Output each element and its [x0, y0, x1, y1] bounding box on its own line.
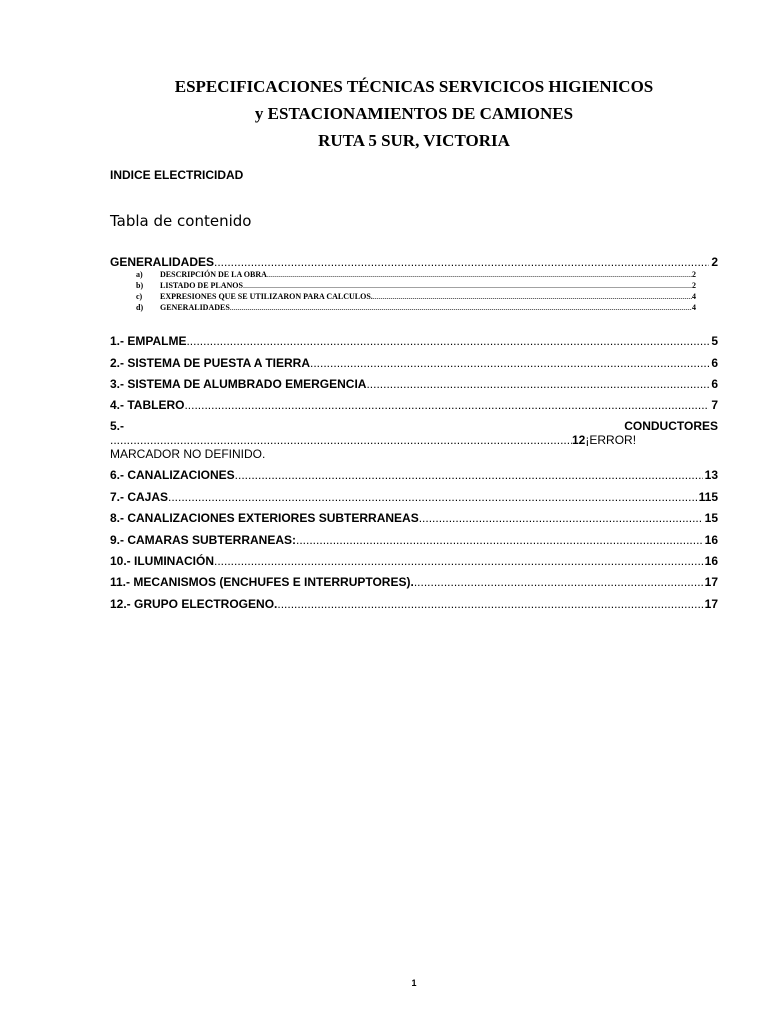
toc-subentry-label: EXPRESIONES QUE SE UTILIZARON PARA CALCULOS.	[160, 292, 373, 301]
toc-leader	[214, 554, 703, 568]
toc-entry-empalme[interactable]	[110, 334, 718, 348]
toc-leader	[277, 597, 702, 611]
toc-leader	[214, 255, 709, 269]
toc-entry-mecanismos[interactable]	[110, 575, 718, 589]
toc-entry-page: 6	[711, 356, 718, 370]
toc-entry-page: 17	[704, 597, 718, 611]
toc-entry-page: 115	[698, 490, 718, 504]
toc-leader	[184, 398, 709, 412]
toc-entry-label: 6.- CANALIZACIONES	[110, 468, 235, 482]
document-title-line-3: RUTA 5 SUR, VICTORIA	[318, 131, 510, 150]
toc-entry-tablero[interactable]	[110, 398, 718, 412]
toc-entry-label: 8.- CANALIZACIONES EXTERIORES SUBTERRANEAS	[110, 511, 419, 525]
toc-subentry[interactable]	[136, 270, 696, 280]
toc-leader	[168, 490, 697, 504]
toc-heading: Tabla de contenido	[110, 212, 252, 230]
toc-subentry-page: 2	[692, 270, 696, 279]
toc-entry-conductores-leader-row	[110, 433, 718, 447]
toc-entry-canalizaciones[interactable]	[110, 468, 718, 482]
toc-subentry-page: 4	[692, 303, 696, 312]
toc-leader	[186, 334, 709, 348]
toc-entry-label: 1.- EMPALME	[110, 334, 187, 348]
toc-entry-label: 3.- SISTEMA DE ALUMBRADO EMERGENCIA	[110, 377, 367, 391]
toc-entry-page: 15	[704, 511, 718, 525]
toc-subentry[interactable]	[136, 303, 696, 313]
index-heading: INDICE ELECTRICIDAD	[110, 168, 244, 182]
toc-entry-page: 2	[711, 255, 718, 269]
bookmark-error-text: ¡ERROR!	[585, 433, 637, 447]
toc-leader	[366, 377, 709, 391]
page-number: 1	[411, 978, 417, 988]
toc-entry-label: CONDUCTORES	[624, 419, 718, 433]
bookmark-error-text-continued: MARCADOR NO DEFINIDO.	[110, 447, 266, 461]
toc-entry-page: 7	[711, 398, 718, 412]
toc-subentry-page: 2	[692, 281, 696, 290]
toc-subentry-label: LISTADO DE PLANOS	[160, 281, 243, 290]
toc-entry-page: 5	[711, 334, 718, 348]
toc-entry-cajas[interactable]	[110, 490, 718, 504]
toc-subentry[interactable]	[136, 281, 696, 291]
toc-entry-grupo-electrogeno[interactable]	[110, 597, 718, 611]
toc-entry-label: 10.- ILUMINACIÓN	[110, 554, 215, 568]
toc-entry-label: 7.- CAJAS	[110, 490, 169, 504]
toc-leader	[110, 433, 572, 447]
toc-entry-label: 9.- CAMARAS SUBTERRANEAS:	[110, 533, 297, 547]
toc-entry-number: 5.-	[110, 419, 125, 433]
toc-entry-page: 17	[704, 575, 718, 589]
toc-leader	[414, 575, 703, 589]
toc-leader	[267, 270, 692, 280]
toc-leader	[419, 511, 703, 525]
toc-entry-alumbrado-emergencia[interactable]	[110, 377, 718, 391]
toc-leader	[373, 292, 692, 302]
toc-entry-page: 12	[572, 433, 586, 447]
toc-entry-iluminacion[interactable]	[110, 554, 718, 568]
toc-subentry-page: 4	[692, 292, 696, 301]
toc-entry-generalidades[interactable]	[110, 255, 718, 269]
toc-subentry[interactable]	[136, 292, 696, 302]
toc-entry-page: 16	[704, 554, 718, 568]
toc-entry-page: 6	[711, 377, 718, 391]
toc-subentry-label: DESCRIPCIÓN DE LA OBRA	[160, 270, 267, 279]
toc-subentry-label: GENERALIDADES	[160, 303, 230, 312]
toc-entry-label: 2.- SISTEMA DE PUESTA A TIERRA	[110, 356, 311, 370]
toc-leader	[235, 468, 703, 482]
toc-entry-page: 13	[704, 468, 718, 482]
toc-entry-conductores-header	[110, 419, 718, 433]
toc-leader	[243, 281, 692, 291]
toc-entry-label: 11.- MECANISMOS (ENCHUFES E INTERRUPTORES).	[110, 575, 414, 589]
toc-subentry-letter: a)	[136, 270, 143, 279]
toc-leader	[230, 303, 692, 313]
toc-subentry-letter: d)	[136, 303, 144, 312]
toc-entry-camaras-subterraneas[interactable]	[110, 533, 718, 547]
toc-entry-puesta-a-tierra[interactable]	[110, 356, 718, 370]
toc-subentry-letter: b)	[136, 281, 144, 290]
document-title-line-1: ESPECIFICACIONES TÉCNICAS SERVICICOS HIGIENICOS	[174, 77, 654, 96]
toc-entry-label: GENERALIDADES	[110, 255, 215, 269]
toc-leader	[310, 356, 709, 370]
toc-entry-page: 16	[704, 533, 718, 547]
document-title-line-2: y ESTACIONAMIENTOS DE CAMIONES	[254, 104, 574, 123]
toc-entry-label: 12.- GRUPO ELECTROGENO.	[110, 597, 278, 611]
toc-entry-canalizaciones-exteriores[interactable]	[110, 511, 718, 525]
toc-entry-conductores[interactable]	[110, 419, 718, 461]
toc-subentry-letter: c)	[136, 292, 143, 301]
toc-entry-label: 4.- TABLERO	[110, 398, 185, 412]
toc-leader	[296, 533, 703, 547]
